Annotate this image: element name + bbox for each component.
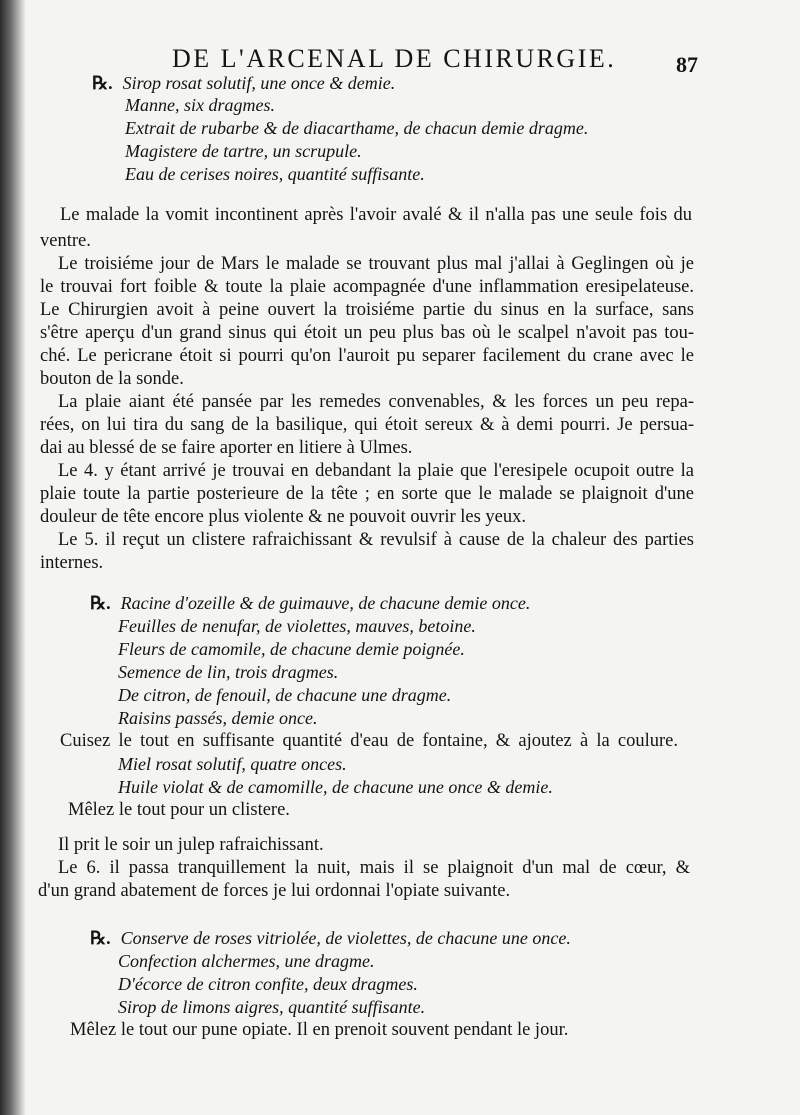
recipe-line — [92, 74, 395, 92]
recipe-line: Manne, six dragmes. — [125, 95, 275, 115]
recipe-instruction: Cuisez le tout en suffisante quantité d'eau de fontaine, & ajoutez à la coulure. — [60, 731, 678, 751]
recipe-line: Confection alchermes, une dragme. — [118, 951, 375, 971]
text-line: plaie toute la partie posterieure de la tête ; en sorte que le malade se plaignoit d'une — [40, 484, 694, 504]
recipe-line: Magistere de tartre, un scrupule. — [125, 141, 362, 161]
text-line: douleur de tête encore plus violente & ne pouvoit ouvrir les yeux. — [40, 507, 527, 527]
text-line: Le 4. y étant arrivé je trouvai en debandant la plaie que l'eresipele ocupoit outre la — [58, 461, 694, 481]
recipe-text: Sirop rosat solutif, une once & demie. — [122, 73, 396, 93]
text-line: le trouvai fort foible & toute la plaie acompagnée d'une inflammation eresipelateuse. — [40, 277, 694, 297]
text-line: rées, on lui tira du sang de la basilique, qui étoit sereux & à demi pourri. Je persua- — [40, 415, 694, 435]
recipe-symbol: ℞. — [90, 593, 111, 613]
text-line: internes. — [40, 553, 104, 573]
text-line: Le 5. il reçut un clistere rafraichissant & revulsif à cause de la chaleur des parties — [58, 530, 694, 550]
recipe-line: Fleurs de camomile, de chacune demie poignée. — [118, 639, 465, 659]
recipe-line: Eau de cerises noires, quantité suffisante. — [125, 164, 425, 184]
text-line: Le Chirurgien avoit à peine ouvert la troisiéme partie du sinus en la surface, sans — [40, 300, 694, 320]
recipe-line: Semence de lin, trois dragmes. — [118, 662, 339, 682]
text-line: s'être aperçu d'un grand sinus qui étoit un peu plus bas où le scalpel n'avoit pas tou- — [40, 323, 694, 343]
recipe-line: D'écorce de citron confite, deux dragmes. — [118, 974, 418, 994]
recipe-text: Racine d'ozeille & de guimauve, de chacune demie once. — [120, 593, 531, 613]
text-line: bouton de la sonde. — [40, 369, 184, 389]
recipe-line: Sirop de limons aigres, quantité suffisante. — [118, 997, 426, 1017]
recipe-line: Feuilles de nenufar, de violettes, mauves, betoine. — [118, 616, 476, 636]
text-line: ventre. — [40, 231, 91, 251]
binding-gutter-shadow — [0, 0, 26, 1115]
text-line: Le troisiéme jour de Mars le malade se trouvant plus mal j'allai à Geglingen où je — [58, 254, 694, 274]
text-line: ché. Le pericrane étoit si pourri qu'on l'auroit pu separer facilement du crane avec le — [40, 346, 694, 366]
text-line: Le 6. il passa tranquillement la nuit, mais il se plaignoit d'un mal de cœur, & — [58, 858, 690, 878]
recipe-symbol: ℞. — [90, 928, 111, 948]
recipe-line: Extrait de rubarbe & de diacarthame, de chacun demie dragme. — [125, 118, 589, 138]
recipe-line: Huile violat & de camomille, de chacune une once & demie. — [118, 777, 553, 797]
text-line: Il prit le soir un julep rafraichissant. — [58, 835, 324, 855]
recipe-closing: Mêlez le tout our pune opiate. Il en prenoit souvent pendant le jour. — [70, 1020, 569, 1040]
page-number: 87 — [676, 52, 698, 77]
text-line: Le malade la vomit incontinent après l'avoir avalé & il n'alla pas une seule fois du — [60, 205, 692, 225]
running-head: DE L'ARCENAL DE CHIRURGIE. — [172, 44, 617, 73]
recipe-symbol: ℞. — [92, 73, 113, 93]
recipe-text: Conserve de roses vitriolée, de violettes, de chacune une once. — [120, 928, 571, 948]
recipe-line — [90, 594, 530, 612]
recipe-line: Miel rosat solutif, quatre onces. — [118, 754, 347, 774]
recipe-line — [90, 929, 571, 947]
text-line: dai au blessé de se faire aporter en litiere à Ulmes. — [40, 438, 413, 458]
recipe-closing: Mêlez le tout pour un clistere. — [68, 800, 290, 820]
text-line: La plaie aiant été pansée par les remedes convenables, & les forces un peu repa- — [58, 392, 694, 412]
recipe-line: De citron, de fenouil, de chacune une dragme. — [118, 685, 452, 705]
recipe-line: Raisins passés, demie once. — [118, 708, 318, 728]
text-line: d'un grand abatement de forces je lui ordonnai l'opiate suivante. — [38, 881, 511, 901]
